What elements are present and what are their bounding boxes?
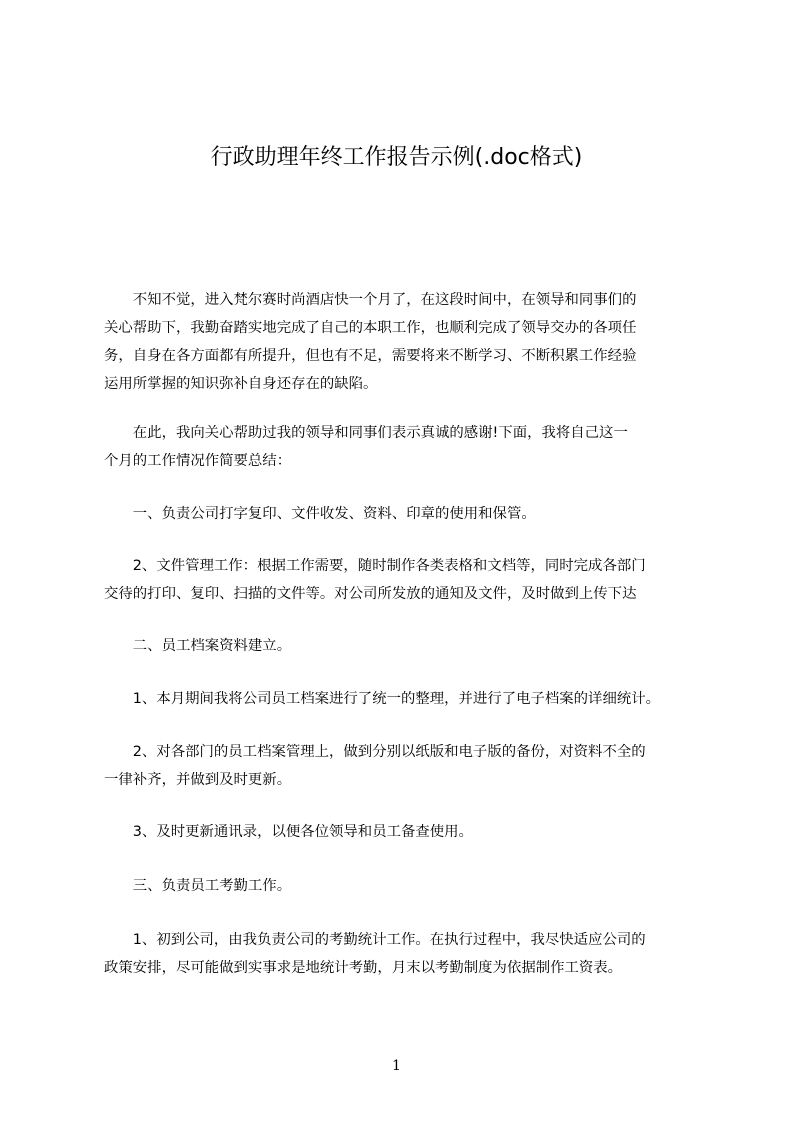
section-heading-1 [104,500,724,528]
paragraph-attendance [104,926,724,982]
paragraph-line: 关心帮助下，我勤奋踏实地完成了自己的本职工作，也顺利完成了领导交办的各项任 [104,320,637,336]
paragraph-line: 交待的打印、复印、扫描的文件等。对公司所发放的通知及文件，及时做到上传下达 [104,586,637,602]
paragraph-line: 政策安排，尽可能做到实事求是地统计考勤，月末以考勤制度为依据制作工资表。 [104,960,623,976]
document-title: 行政助理年终工作报告示例(.doc格式) [210,145,583,170]
paragraph-line: 在此，我向关心帮助过我的领导和同事们表示真诚的感谢!下面，我将自己这一 [104,425,628,441]
paragraph-line: 一律补齐，并做到及时更新。 [104,772,292,788]
section-heading-line: 一、负责公司打字复印、文件收发、资料、印章的使用和保管。 [104,506,536,522]
paragraph-file-management [104,552,724,608]
paragraph-archive-backup [104,738,724,794]
paragraph-intro [104,286,724,398]
paragraph-line: 个月的工作情况作简要总结： [104,453,292,469]
section-heading-3 [104,872,724,900]
paragraph-line: 2、文件管理工作：根据工作需要，随时制作各类表格和文档等，同时完成各部门 [104,558,646,574]
paragraph-line: 1、初到公司，由我负责公司的考勤统计工作。在执行过程中，我尽快适应公司的 [104,932,646,948]
paragraph-line: 不知不觉，进入梵尔赛时尚酒店快一个月了，在这段时间中，在领导和同事们的 [104,292,637,308]
paragraph-line: 2、对各部门的员工档案管理上，做到分别以纸版和电子版的备份，对资料不全的 [104,744,646,760]
paragraph-thanks [104,419,724,475]
section-heading-line: 二、员工档案资料建立。 [104,638,292,654]
paragraph-contacts [104,818,724,846]
paragraph-line: 务，自身在各方面都有所提升，但也有不足，需要将来不断学习、不断积累工作经验 [104,348,637,364]
paragraph-line: 3、及时更新通讯录，以便各位领导和员工备查使用。 [104,824,473,840]
section-heading-line: 三、负责员工考勤工作。 [104,878,292,894]
paragraph-archive-organize [104,685,724,713]
page-number: 1 [392,1058,401,1074]
paragraph-line: 1、本月期间我将公司员工档案进行了统一的整理，并进行了电子档案的详细统计。 [104,691,661,707]
paragraph-line: 运用所掌握的知识弥补自身还存在的缺陷。 [104,376,378,392]
section-heading-2 [104,632,724,660]
